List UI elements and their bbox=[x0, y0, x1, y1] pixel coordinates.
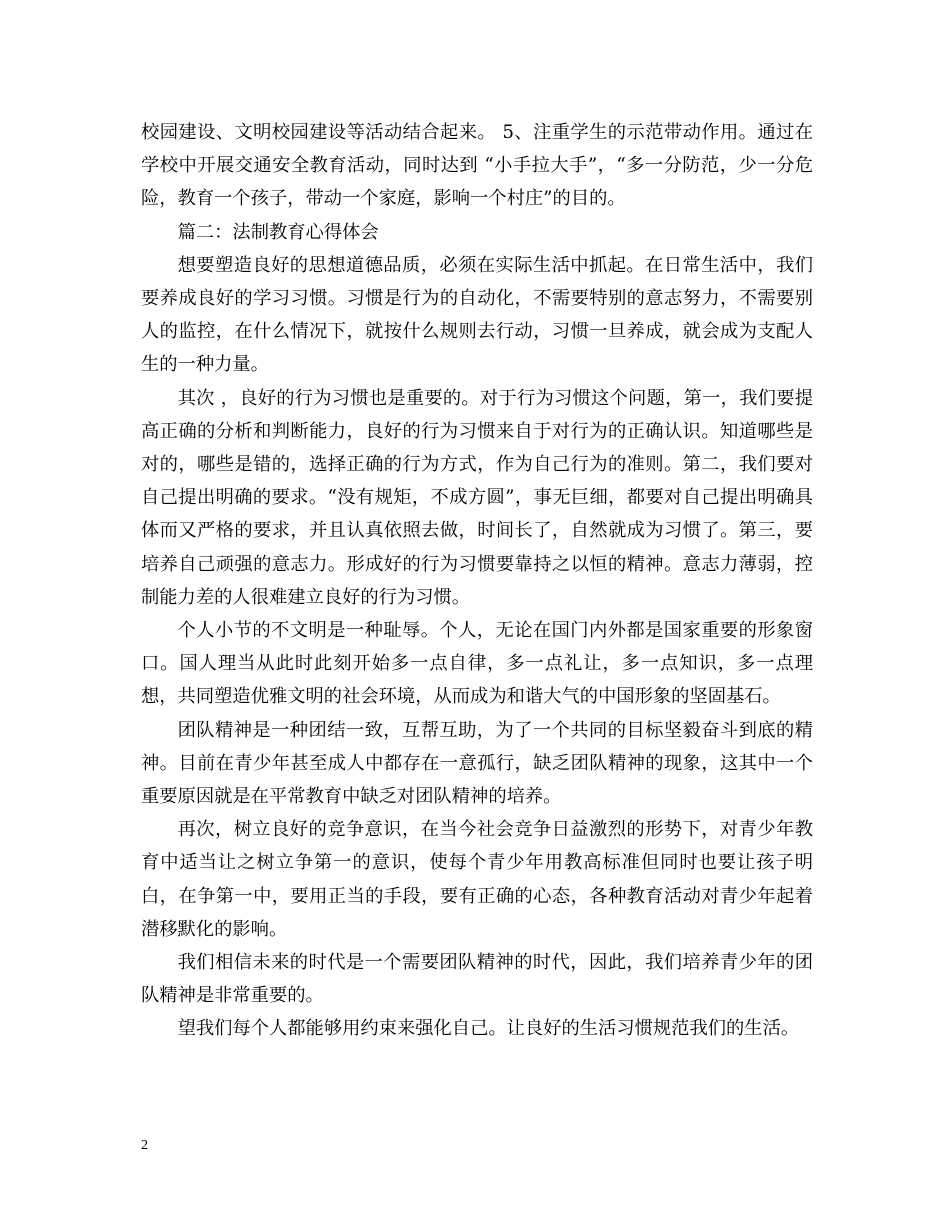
page-number: 2 bbox=[141, 1138, 148, 1153]
paragraph: 我们相信未来的时代是一个需要团队精神的时代，因此，我们培养青少年的团队精神是非常重要的。 bbox=[141, 952, 813, 1007]
paragraph: 望我们每个人都能够用约束来强化自己。让良好的生活习惯规范我们的生活。 bbox=[177, 1018, 800, 1040]
document-body bbox=[141, 116, 813, 1046]
paragraph: 想要塑造良好的思想道德品质，必须在实际生活中抓起。在日常生活中，我们要养成良好的学习习惯。习惯是行为的自动化，不需要特别的意志努力，不需要别人的监控，在什么情况下，就按什么规则去行动，习惯一旦养成，就会成为支配人生的一种力量。 bbox=[141, 254, 813, 376]
paragraph-continuation: 校园建设、文明校园建设等活动结合起来。 5、注重学生的示范带动作用。通过在学校中开展交通安全教育活动，同时达到 “小手拉大手”，“多一分防范，少一分危险，教育一个孩子，带动一个家庭，影响一个村庄”的目的。 bbox=[141, 122, 813, 210]
paragraph: 团队精神是一种团结一致，互帮互助，为了一个共同的目标坚毅奋斗到底的精神。目前在青少年甚至成人中都存在一意孤行，缺乏团队精神的现象，这其中一个重要原因就是在平常教育中缺乏对团队精神的培养。 bbox=[141, 719, 813, 808]
paragraph: 其次 ，良好的行为习惯也是重要的。对于行为习惯这个问题，第一，我们要提高正确的分析和判断能力，良好的行为习惯来自于对行为的正确认识。知道哪些是对的，哪些是错的，选择正确的行为方式，作为自己行为的准则。第二，我们要对自己提出明确的要求。“没有规矩，不成方圆”，事无巨细，都要对自己提出明确具体而又严格的要求，并且认真依照去做，时间长了，自然就成为习惯了。第三，要培养自己顽强的意志力。形成好的行为习惯要靠持之以恒的精神。意志力薄弱，控制能力差的人很难建立良好的行为习惯。 bbox=[141, 387, 813, 608]
paragraph: 个人小节的不文明是一种耻辱。个人，无论在国门内外都是国家重要的形象窗口。国人理当从此时此刻开始多一点自律，多一点礼让，多一点知识，多一点理想，共同塑造优雅文明的社会环境，从而成为和谐大气的中国形象的坚固基石。 bbox=[141, 620, 813, 708]
section-heading: 篇二：法制教育心得体会 bbox=[177, 221, 379, 243]
paragraph: 再次，树立良好的竞争意识，在当今社会竞争日益激烈的形势下，对青少年教育中适当让之树立争第一的意识，使每个青少年用教高标准但同时也要让孩子明白，在争第一中，要用正当的手段，要有正确的心态，各种教育活动对青少年起着潜移默化的影响。 bbox=[141, 819, 813, 940]
